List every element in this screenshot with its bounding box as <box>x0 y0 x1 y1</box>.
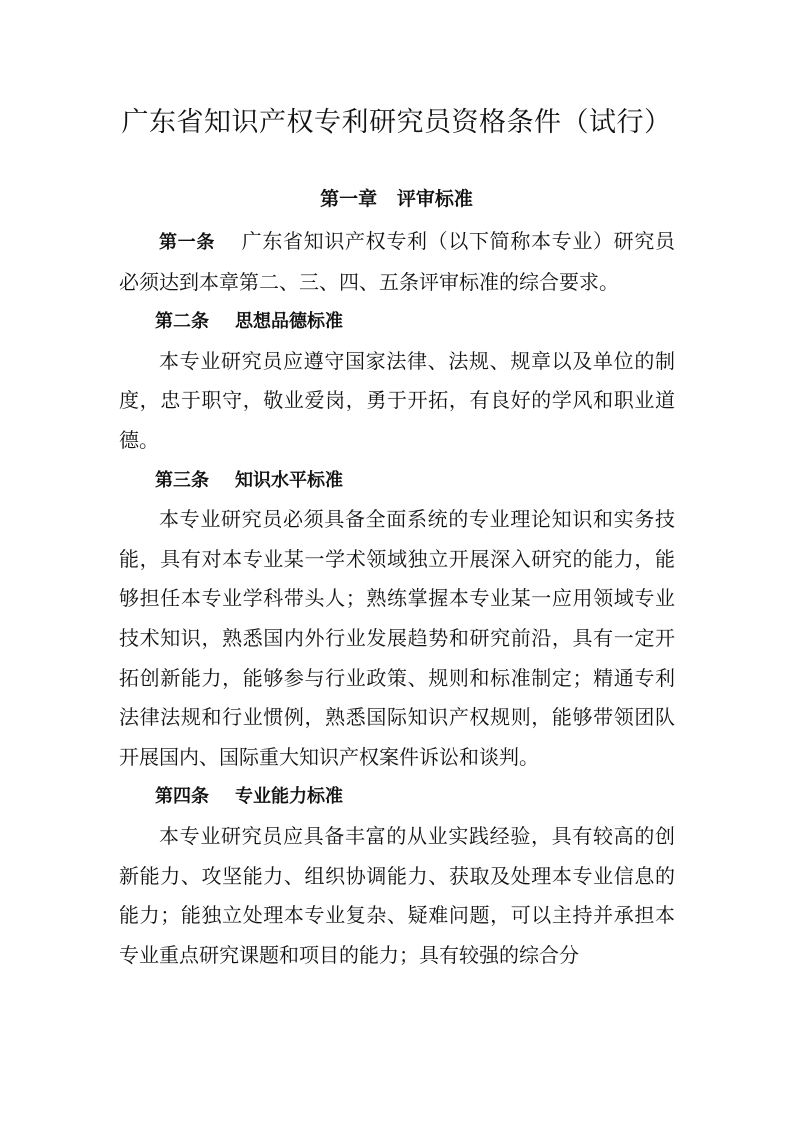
document-body <box>119 222 675 975</box>
article-2-label: 第二条 <box>155 311 209 333</box>
article-4-heading <box>119 777 675 817</box>
document-title: 广东省知识产权专利研究员资格条件（试行） <box>121 107 672 138</box>
article-3-heading <box>119 461 675 501</box>
article-4-label: 第四条 <box>155 786 209 808</box>
article-3-label: 第三条 <box>155 469 209 491</box>
article-1-paragraph <box>119 222 675 302</box>
article-4-title: 专业能力标准 <box>235 786 343 808</box>
article-2-heading <box>119 302 675 342</box>
article-4-text: 本专业研究员应具备丰富的从业实践经验，具有较高的创新能力、攻坚能力、组织协调能力、获取及处理本专业信息的能力；能独立处理本专业复杂、疑难问题，可以主持并承担本专业重点研究课题和项目的能力；具有较强的综合分 <box>119 823 675 967</box>
article-3-title: 知识水平标准 <box>235 469 343 491</box>
article-3-text: 本专业研究员必须具备全面系统的专业理论知识和实务技能，具有对本专业某一学术领域独立开展深入研究的能力，能够担任本专业学科带头人；熟练掌握本专业某一应用领域专业技术知识，熟悉国内外行业发展趋势和研究前沿，具有一定开拓创新能力，能够参与行业政策、规则和标准制定；精通专利法律法规和行业惯例，熟悉国际知识产权规则，能够带领团队开展国内、国际重大知识产权案件诉讼和谈判。 <box>119 507 675 769</box>
chapter-heading: 第一章 评审标准 <box>320 188 473 210</box>
article-2-title: 思想品德标准 <box>235 311 343 333</box>
article-1-label: 第一条 <box>159 232 215 253</box>
article-2-text: 本专业研究员应遵守国家法律、法规、规章以及单位的制度，忠于职守，敬业爱岗，勇于开拓，有良好的学风和职业道德。 <box>119 348 675 452</box>
article-1-text: 广东省知识产权专利（以下简称本专业）研究员必须达到本章第二、三、四、五条评审标准的综合要求。 <box>119 229 675 294</box>
